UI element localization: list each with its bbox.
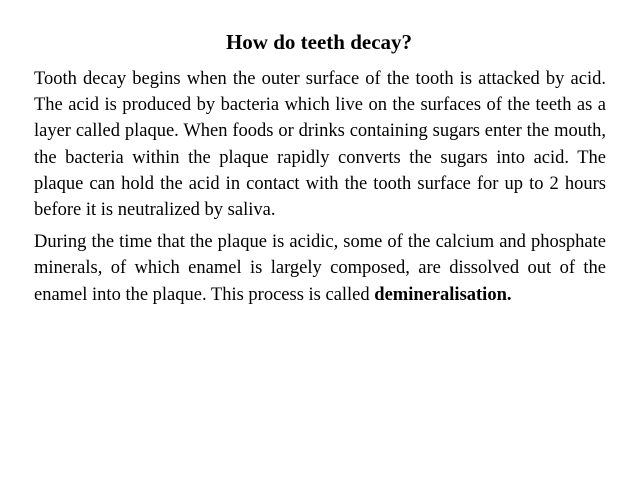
slide-title: How do teeth decay? — [225, 30, 413, 54]
paragraph-demineralisation-text: During the time that the plaque is acidic, some of the calcium and phosphate minerals, of which enamel is largely composed, are dissolved out of the enamel into the plaque. This process is called — [34, 232, 606, 305]
demineralisation-term: demineralisation. — [374, 284, 512, 305]
slide-body — [34, 66, 606, 308]
paragraph-tooth-decay: Tooth decay begins when the outer surface of the tooth is attacked by acid. The acid is produced by bacteria which live on the surfaces of the teeth as a layer called plaque. When foods or drinks containing sugars enter the mouth, the bacteria within the plaque rapidly converts the sugars into acid. The plaque can hold the acid in contact with the tooth surface for up to 2 hours before it is neutralized by saliva. — [34, 69, 606, 221]
paragraph-demineralisation — [34, 229, 606, 308]
